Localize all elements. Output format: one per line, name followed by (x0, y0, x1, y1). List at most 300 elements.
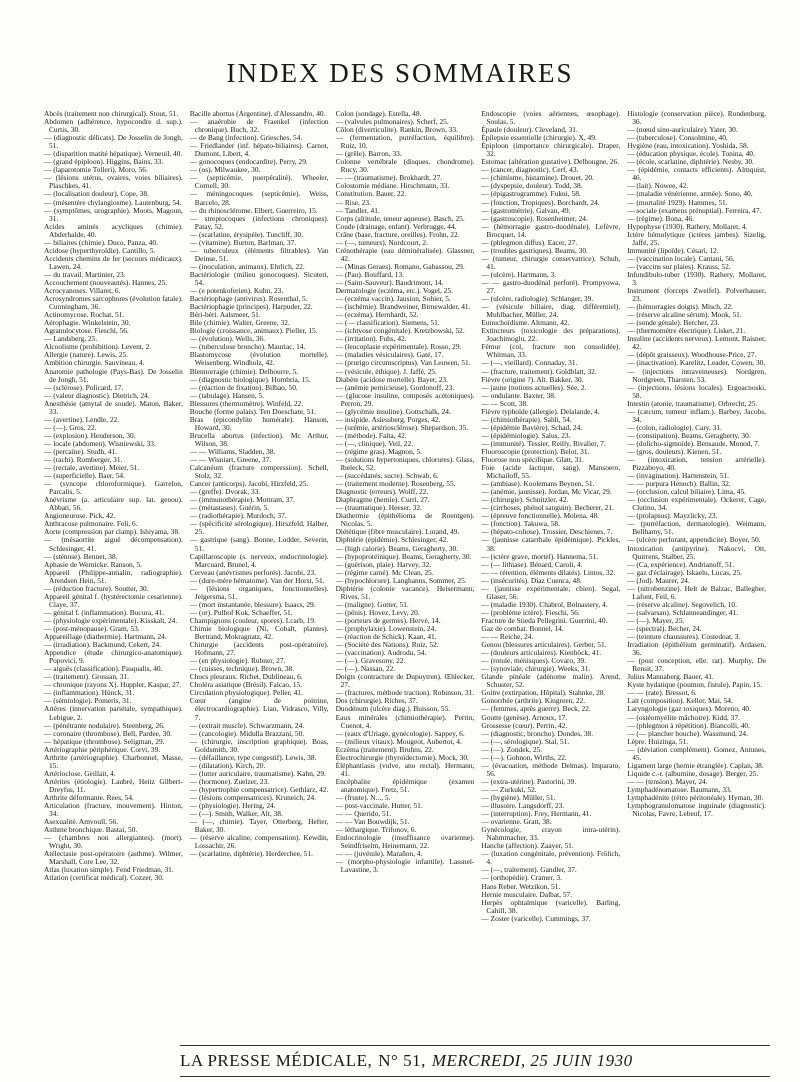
index-entry: — (gastrométrie). Galvan, 49. (481, 205, 571, 215)
index-entry: — (lésions utérus, ovaires, voies biliaires). Plaschkes, 41. (44, 173, 183, 191)
index-entry: Insuline (accidents nerveux). Lemont, Raisner, 42. (627, 334, 766, 352)
index-entry: Anesthésie (amytal de soude). Maton, Baker, 33. (44, 398, 183, 416)
index-entry: Chirurgie (accidents post-opératoire). Hofmann, 27. (189, 640, 329, 658)
index-entry: — (jaunisse catarrhale épidémique). Pickles, 38. (481, 535, 621, 553)
index-entry: — Tandler, 41. (335, 205, 380, 215)
page-footer (180, 1049, 770, 1073)
index-entry: — du rhinosclérome. Elbert, Guerreiro, 15. (189, 205, 318, 215)
index-entry: — (prolapsus). Mayzlicky, 23. (627, 511, 718, 521)
index-entry: Foie (acide lactique, sang). Mansoero, Michailoff, 55. (481, 463, 621, 481)
index-entry: Ligament large (hernie étranglée). Caplan, 38. (627, 760, 764, 770)
index-entry: — (épreuve fonctionnelle). Molena, 48. (481, 511, 599, 521)
index-entry: Lymphadénomatose. Baumann, 33. (627, 784, 732, 794)
index-entry: — (hémorragie gastro-duodénale). Lefèvre, Brocquet, 14. (481, 221, 621, 239)
index-entry: — (glycémie insuline). Gottschalk, 24. (335, 406, 451, 416)
index-entry: Immunité (lipoïde). Césari, 12. (627, 245, 719, 255)
index-entry: — (vaccins sur plaies). Krauss, 52. (627, 261, 731, 271)
index-entry: — hépatique (thrombose). Seligman, 29. (44, 736, 165, 746)
index-entry: Acrosyndromes sarcophores (évolution fatale). Cunningham, 36. (44, 294, 183, 312)
footer-rule-top (180, 1045, 770, 1046)
index-entry: — (vésicule, éthique). J. Jaffé, 25. (335, 366, 437, 376)
index-entry: Fluoroscopie (protection). Belot, 31. (481, 446, 590, 456)
index-entry: Aorte (compression par clamp). Ishiyama, 38. (44, 527, 180, 537)
index-entry: — (hépato-coliose). Trossier, Deschienes, 7. (481, 527, 613, 537)
index-entry: — (or). Pulhof Kok, Schaeffer, 51. (189, 607, 293, 617)
index-entry: — (traitement). Grossan, 31. (44, 672, 129, 682)
index-entry: — (jaunisse expérimentale, chien). Segal, Glaser, 56. (481, 583, 621, 601)
index-entry: — (réaction de fixation). Bilbao, 50. (189, 382, 298, 392)
index-entry: — (traitement moderne). Rosenberg, 55. (335, 479, 456, 489)
index-entry: Artères (innervation pariétale, sympathique). Lebigue, 2. (44, 704, 183, 722)
index-entry: Biologie (croissance, animaux). Pieller, 15. (189, 326, 318, 336)
index-entry: — (Saint-Sauveur). Baudrimont, 14. (335, 277, 444, 287)
index-entry: — (percaïne). Studh, 41. (44, 446, 118, 456)
index-entry: Aérophagie. Winkelstein, 30. (44, 318, 131, 328)
index-entry: Atlation (certificat médical). Cozzer, 30. (44, 873, 164, 883)
index-entry: — (orthopédie). Cramer, 3. (481, 873, 562, 883)
index-entry: — gastrique (sang). Bonne, Lodder, Severin, 51. (189, 535, 329, 553)
index-entry: — (—, chimie). Tayer, Otterberg, Hefter, Baker, 30. (189, 817, 329, 835)
index-entry: — (pénis). Hovez, Levy, 20. (335, 607, 420, 617)
index-entry: — — purpura Henoch). Ballin, 32. (627, 479, 731, 489)
index-entry: — (high calorie). Beams, Geragherty, 30. (335, 543, 459, 553)
index-entry: Ictère hémolytique (ictères jambes). Sizelig, Jaffé, 25. (627, 229, 766, 247)
index-entry: Intestin (atonie, traumatisme). Orbrecht, 25. (627, 398, 758, 408)
footer-rule-bottom (180, 1076, 770, 1077)
index-entry: — (milieux vitaux). Mougeot, Aubertot, 4. (335, 736, 462, 746)
index-entry: — de Bang (infection). Griesches, 54. (189, 133, 303, 143)
index-entry: — ovarienne. Gratt, 38. (481, 817, 552, 827)
index-entry: — (ambiase). Koolemans Beynen, 51. (481, 479, 595, 489)
index-entry: — (post conception, elle. rat). Murphy, De Rensit, 37. (627, 656, 766, 674)
index-entry: — (cancer, diagnostic). Cerf, 43. (481, 165, 579, 175)
index-entry: Aphasie de Wernicke. Ranson, 5. (44, 559, 142, 569)
index-entry: Acides aminés acycliques (chimie). Abderhalde, 40. (44, 221, 183, 239)
index-entry: — (interruption). Frey, Hermann, 41. (481, 809, 592, 819)
index-entry: — (putréfaction, dermatologie). Weimann, Bellhamy, 51. (627, 519, 766, 537)
index-entry: — (traumatique). Heeser, 32. (335, 503, 422, 513)
index-entry: — (intoxication, tension artérielle). Pizzaboyo, 40. (627, 455, 766, 473)
index-entry: Hernie musculaire. Dalbat, 57. (481, 889, 573, 899)
index-entry: Articulation (fracture, mouvement). Hinton, 34. (44, 801, 183, 819)
index-entry: — (solutions hypertoniques, chlorures). Glass, Ibeleck, 52. (335, 455, 475, 473)
index-entry: — (réserve alcaline). Segovelich, 10. (627, 599, 737, 609)
index-entry: — — Zurkuki, 52. (481, 784, 537, 794)
index-entry: Béri-béri. Aalsmeer, 51. (189, 310, 261, 320)
index-entry: Doigts (contracture de Dupuytren). Œhlecker, 27. (335, 672, 475, 690)
index-entry: — (laparotomie Tolleri). Moro, 56. (44, 165, 148, 175)
index-entry: — Rise, 23. (335, 197, 371, 207)
index-entry: — (extrait muscle). Schwarzmann, 24. (189, 720, 305, 730)
index-entry: — (grêle). Barron, 33. (335, 149, 402, 159)
index-entry: — — Van Bouwdijk, 51. (335, 817, 410, 827)
index-entry: — Friedlander (inf. hépato-biliaires). Carnot, Dumont, Libert, 4. (189, 141, 329, 159)
index-column-5 (627, 110, 766, 1042)
index-entry: — (évacuation, méthode Delmas). Imparato, 56. (481, 760, 621, 778)
index-entry: — (réduction fracture). Soutter, 30. (44, 583, 149, 593)
index-entry: Hanche (affection). Zaayer, 51. (481, 841, 574, 851)
index-entry: Artériographie périphérique. Corvi, 39. (44, 744, 161, 754)
index-entry: — (phlegmon diffus). Eacer, 27. (481, 237, 578, 247)
index-entry: Intoxication (antipyrine). Nakocvi, Ott, Quirrens, Stalber, 25. (627, 543, 766, 561)
index-entry: Gaz de combat. Bonnel, 14. (481, 624, 564, 633)
index-entry: — (irradiation). Backmund, Cekert, 24. (44, 640, 161, 650)
index-entry: — (dyspepsie, douleur). Todd, 38. (481, 181, 583, 191)
index-entry: — (symptômes, urographie). Moots, Magoun, 31. (44, 205, 183, 223)
index-entry: — (maladie vénérienne, armée). Sono, 40. (627, 189, 753, 199)
index-entry: Hypophyse (1930). Rathery, Mollaret, 4. (627, 221, 748, 231)
index-entry: — (école, scarlatine, diphtérie). Nesby, 30. (627, 157, 754, 167)
index-entry: Choléra asiatique (Brésil). Falcao, 15. (189, 680, 303, 690)
index-entry: — (teinture chaussures). Costedoat, 3. (627, 632, 741, 642)
index-entry: Colonne vertébrale (disques, chondrome). Rucy, 30. (335, 157, 475, 175)
index-entry: — (épidémiologie). Salus, 23. (481, 430, 571, 440)
index-entry: — (—). Smith, Walker, Alt, 38. (189, 809, 283, 819)
index-entry: Côlon (diverticulite). Rankin, Brown, 33. (335, 125, 458, 135)
index-entry: Lait (composition). Keller, Mai, 54. (627, 696, 733, 706)
index-entry: Bras (épicondylite humérale). Hanson, Howard, 30. (189, 414, 329, 432)
index-entry: — (chimiothérapie). Sahli, 54. (481, 414, 572, 424)
index-entry: — (anémie pernicieuse). Gordonoff, 23. (335, 382, 455, 392)
index-entry: Estomac (altération gustative). Delhougne, 26. (481, 157, 620, 167)
index-entry: — (sténose). Bennet, 38. (44, 551, 118, 561)
index-entry: Julius Mannaberg. Bauer, 41. (627, 672, 714, 682)
index-entry: Goitre (extirpation, Hôpital). Stahnke, 28. (481, 688, 606, 698)
index-entry: — — (traumatisme). Brokhardt, 27. (335, 173, 443, 183)
index-entry: Endocrinologie (insuffisance ovarienne). Seindfriselm, Heinemann, 22. (335, 833, 475, 851)
index-entry: — coronaire (thrombose). Bell, Pardee, 30. (44, 728, 172, 738)
index-entry: — (épidémie, contacts efficients). Almquist, 46. (627, 165, 766, 183)
index-entry: — — Wisniart, Greene, 37. (189, 455, 272, 465)
index-entry: Infundibulo-tuber (1930). Rathery, Mollaret, 3. (627, 269, 766, 287)
index-entry: Anthracose pulmonaire. Feli, 6. (44, 519, 138, 529)
index-entry: Irradiation (épithélium germinatif). Ardasen, 36. (627, 640, 766, 658)
index-entry: — (Société des Nations). Ruiz, 52. (335, 640, 439, 650)
index-entry: — (insécurités). Diaz Cuenca, 48. (481, 575, 582, 585)
index-entry: — (post-ménopause). Gram, 53. (44, 624, 140, 633)
index-entry: — (eczéma vaccin). Jausion, Sohier, 5. (335, 294, 451, 304)
index-entry: — (avertine). Lendle, 22. (44, 414, 120, 424)
index-entry: Éléphantiasis (vulve, ano rectal). Hermann, 41. (335, 760, 475, 778)
index-entry: — (irritation). Fuhs, 42. (335, 334, 407, 344)
index-entry: — (luxation congénitale, prévention). Frölich, 4. (481, 849, 621, 867)
index-entry: Lymphadénite (rétro péritonéale). Hyman, 30. (627, 792, 764, 802)
index-entry: — (chambres non allergiantes). (mort). Wright, 30. (44, 833, 183, 851)
index-entry: — (dure-mère hématome). Van der Horst, 51. (189, 575, 325, 585)
index-entry: Épiploon (importance chirurgicale). Draper, 32. (481, 141, 621, 159)
index-entry: — (ictère grave, mortel). Hannema, 51. (481, 551, 599, 561)
index-entry: — (diagnostic, broncho). Dondes, 38. (481, 728, 594, 738)
index-entry: — post-vaccinale. Hutter, 51. (335, 801, 423, 811)
index-entry: — (anémie, jaunisse). Jordan, Mc Vicar, 29. (481, 487, 612, 497)
index-entry: — (hypoprotéinique). Beams, Geragherty, 30. (335, 551, 472, 561)
index-entry: Fracture de Stieda Pellegrini. Guerrini, 40. (481, 615, 608, 625)
index-entry: Constitution. Bauer, 22. (335, 189, 407, 199)
index-entry: — (physiologie expérimentale). Kisskalt, 24. (44, 615, 178, 625)
index-entry: Hygiène (eau, intoxication). Yoshida, 58. (627, 141, 749, 151)
index-entry: — — Scott, 38. (481, 398, 528, 408)
footer-issue: N° 51, (378, 1051, 426, 1070)
index-entry: Fièvre typhoïde (allergie). Delalande, 4. (481, 406, 600, 416)
index-entry: Appendice (étude chirurgico-anatomique). Popovici, 9. (44, 648, 183, 666)
index-entry: — streptocoques (infections chroniques). Patay, 52. (189, 213, 329, 231)
index-entry: — (réaction de Schick). Kaan, 41. (335, 632, 437, 642)
index-entry: — (—). Nassau, 22. (335, 664, 396, 674)
index-entry: — (vitamine). Burton, Barlman, 37. (189, 237, 297, 247)
index-entry: — (syncope chloroformique). Garrelon, Parcalis, 5. (44, 479, 183, 497)
index-entry: — (rachi). Romberger, 31. (44, 455, 123, 465)
index-entry: — (inflammation). Hünck, 31. (44, 688, 135, 698)
index-entry: — (Ca, expérience). Andrianoff, 51. (627, 559, 735, 569)
footer-journal: LA PRESSE MÉDICALE, (180, 1051, 373, 1070)
index-entry: — insipide. Aslessberg, Porges, 42. (335, 414, 441, 424)
index-entry: — (—, tumeurs). Nordcourt, 2. (335, 237, 428, 247)
index-entry: — (fruste). N..., 5. (335, 792, 391, 802)
index-entry: — (mortalité 1929). Hammes, 51. (627, 197, 728, 207)
index-entry: — Landsberg, 25. (44, 334, 98, 344)
index-entry: — (—). Gravesony, 22. (335, 656, 406, 666)
index-entry: Artérioclose. Geillait, 4. (44, 768, 116, 778)
index-entry: Lèpre. Huizinga, 51. (627, 736, 689, 746)
index-entry: Diabète (acidose mortelle). Bayer, 23. (335, 374, 448, 384)
index-entry: — anaérobie de Fraenkel (infection chronique). Buch, 32. (189, 117, 329, 135)
index-entry: — (os). Milwaukee, 30. (189, 165, 261, 175)
index-entry: Anatomie pathologie (Pays-Bas). De Josselin de Jongh, 51. (44, 366, 183, 384)
index-entry: — gonocoques (endocardite). Perry, 29. (189, 157, 308, 167)
index-entry: Brucella abortus (infection). Mc Arthur, Wilson, 38. (189, 430, 329, 448)
index-entry: Appareillage (diathermie). Hartmann, 24. (44, 632, 167, 642)
index-entry: — (extra-utérine). Pastorini, 39. (481, 776, 577, 786)
index-entry: — (cirrhoses, phénol sanguin). Becherer, 21. (481, 503, 614, 513)
index-entry: Instrument (forceps Zweifel). Polverhauser, 23. (627, 286, 766, 304)
index-column-3 (336, 110, 475, 1042)
index-entry: — (tabulage). Hansen, 5. (189, 390, 265, 400)
index-entry: Bacille abortus (Argentine). d'Alessandro, 40. (189, 110, 326, 118)
index-entry: — (gros, douleurs). Kienen, 51. (627, 446, 722, 456)
index-entry: — chronique (rayons X). Huppler, Kaspar, 27. (44, 680, 182, 690)
index-entry: Actinomycose. Rochat, 51. (44, 310, 125, 320)
index-entry: — (réserve alcaline, compensation). Kewdin, Lossachir, 26. (189, 833, 329, 851)
index-entry: Bactériologie (milieu gonocoques). Sicuteri, 54. (189, 269, 329, 287)
index-entry: — (déviation complément). Gomez, Antunes, 45. (627, 744, 766, 762)
index-entry: — (porteurs de germes). Hervé, 14. (335, 615, 441, 625)
index-entry: — (valvules pulmonaires). Scherf, 25. (335, 117, 449, 127)
index-entry: Cerveau (anévrismes perforés). Jacobi, 23. (189, 567, 317, 577)
index-entry: Glande pinéale (adénome malin). Arend, Schuster, 52. (481, 672, 621, 690)
index-entry: Circulation physiologique). Peller, 41. (189, 688, 303, 698)
index-entry: — (greffe). Dvorak, 33. (189, 487, 261, 497)
index-entry: Acidose (hyperthyroïdie). Cantillo, 5. (44, 245, 156, 255)
index-entry: Eczéma (traitement). Bruhns, 22. (335, 744, 434, 754)
index-entry: Atélectasie post-opératoire (asthme). Wilmer, Marshall, Core Lee, 32. (44, 849, 183, 867)
index-entry: — (phlegmon à répétition). Biancolli, 40. (627, 720, 750, 730)
index-entry: — (vésicule biliaire, diag. différentiel). Muhlbacher, Müller, 24. (481, 302, 621, 320)
index-entry: — — Querido, 51. (335, 809, 392, 819)
index-entry: — (diagnostic biologique). Hombria, 15. (189, 374, 311, 384)
index-entry: — jaune (notions actuelles). Sée, 2. (481, 382, 587, 392)
index-entry: — (prophylaxie). Lowenstein, 24. (335, 624, 437, 633)
index-entry: — (—, sérologique). Stal, 51. (481, 736, 570, 746)
index-entry: — (fonction, Tropiques). Borchardt, 24. (481, 197, 600, 207)
index-entry: Diphtérie (épidémie). Schlesinger, 42. (335, 535, 449, 545)
index-entry: — (éducation physique, école). Tonina, 40. (627, 149, 755, 159)
index-entry: — (sonde génale). Bercher, 23. (627, 318, 720, 328)
index-entry: — (mésaortite aiguë décompensation). Schlesinger, 41. (44, 535, 183, 553)
index-entry: — (lésions compensatrices). Kruneich, 24. (189, 792, 317, 802)
index-entry: — (nitrobenzine). Helt de Balzac, Ballegher, Lafont, Feil, 6. (627, 583, 766, 601)
index-entry: — (leucoplasie expérimentale). Rosso, 29. (335, 342, 462, 352)
index-entry: Bactériophagie (principes). Harpuder, 22. (189, 302, 313, 312)
index-entry: — du travail. Martinier, 23. (44, 269, 126, 279)
index-entry: — (défaillance, type congestif). Lewis, 38. (189, 752, 317, 762)
index-entry: Corps (altitude, teneur aqueuse). Basch, 25. (335, 213, 465, 223)
index-entry: — — (tension). Mayer, 24. (627, 776, 708, 786)
index-entry: — méningocoques (septicémie). Weiss, Barcelo, 28. (189, 189, 329, 207)
index-entry: Cancer (anticorps). Jacobi, Hirzfeld, 25. (189, 479, 309, 489)
index-entry: Arthrite (artériographie). Charbonnel, Masse, 15. (44, 752, 183, 770)
index-entry: Eaux minérales (chimiothérapie). Perrin, Cuenot, 4. (335, 712, 475, 730)
index-entry: Appareil génital f. (hystérectomie cesarienne). Claye, 37. (44, 591, 183, 609)
index-entry: Chimie biologique (Ni, Cobalt, plantes). Bertrand, Mokragnatz, 42. (189, 624, 329, 642)
index-entry: — (fracture, traitement). Goldblatt, 32. (481, 366, 597, 376)
index-entry: Extincteurs (toxicologie des préparations). Joachimoglu, 22. (481, 326, 621, 344)
index-entry: — (évolution). Wells, 36. (189, 334, 266, 344)
index-entry: — (vaccination). Audrodu, 54. (335, 648, 427, 658)
index-entry: — (ulcère, radiologie). Schlanger, 39. (481, 294, 594, 304)
index-entry: — (gastroscopie). Rosenheimer, 24. (481, 213, 588, 223)
index-entry: Eunuchoïdisme. Altmann, 42. (481, 318, 570, 328)
index-entry: — (régime gras). Magnon, 5. (335, 446, 423, 456)
index-entry: Dos (chirurgie). Riches, 37. (335, 696, 418, 706)
index-entry: — (dolicho-sigmoïde). Bensaude, Monod, 7. (627, 438, 760, 448)
index-entry: — (mésentère chylangiosme). Lautenburg, 54. (44, 197, 182, 207)
index-entry: — (— lithiase). Bénard, Caroli, 4. (481, 559, 583, 569)
index-entry: — (injections, lésions locales). Ergoacnoski, 58. (627, 382, 766, 400)
index-entry: — illusoire. Langsdorff, 23. (481, 801, 565, 811)
index-entry: Calcanéum (fracture compression). Schell, Stolz, 32. (189, 463, 329, 481)
index-entry: — (— classification). Siemens, 51. (335, 318, 440, 328)
index-entry: — (injections intraveineuses). Nordgren, Nordgreen, Tharsten, 53. (627, 366, 766, 384)
index-column-2 (190, 110, 329, 1042)
index-entry: Cœur (angine de poitrine, électrocardiographie). Lian, Vidrasco, Villy, 7. (189, 696, 329, 722)
index-entry: Accidents chemins de fer (secours médicaux). Lawen, 24. (44, 253, 183, 271)
index-entry: — (lésions organiques, fonctionnelles). Jelgersma, 51. (189, 583, 329, 601)
index-entry: Arthrite déformante. Rees, 54. (44, 792, 134, 802)
index-entry: Ambition chirurgie. Sauvineau, 4. (44, 358, 145, 368)
index-entry: Bouche (forme palais). Ten Doeschate, 51. (189, 406, 316, 416)
index-entry: — (ulcère). Hartmann, 3. (481, 269, 557, 279)
index-entry: — (guérison, plaie). Harvey, 32. (335, 559, 432, 569)
index-entry: — (rectale, avertine). Meier, 51. (44, 463, 140, 473)
index-entry: — (mort instantanée, blessure). Isaacs, 29. (189, 599, 316, 609)
index-entry: Blastomycose (évolution mortelle). Weisenberg, Windholz, 42. (189, 350, 329, 368)
index-entry: — (grand épiploon). Higgins, Bains, 33. (44, 157, 164, 167)
index-entry: — (physiologie). Hering, 24. (189, 801, 276, 811)
index-entry: — (synoviale, chirurgie). Weeks, 31. (481, 664, 591, 674)
index-entry: Capillaroscopie (s. nerveux, endocrinologie). Marcuard, Brunel, 4. (189, 551, 329, 569)
index-entry: — (maligne). Gotter, 51. (335, 599, 409, 609)
index-entry: — (cuisses, technique). Brown, 38. (189, 664, 295, 674)
index-entry: — (cancologie). Midulla Brazzani, 50. (189, 728, 305, 738)
index-entry: — (spectral). Becher, 24. (627, 624, 702, 633)
index-entry: — (explosion). Henderson, 30. (44, 430, 136, 440)
index-entry: — (—). Mayer, 25. (627, 615, 685, 625)
index-entry: — (disparition matité hépatique). Verneuil, 40. (44, 149, 183, 159)
index-entry: Épilepsie essentielle (chirurgie). X, 49. (481, 133, 597, 143)
index-entry: — (nœud sino-auriculaire). Yater, 30. (627, 125, 738, 135)
index-entry: — locale (abdomen). Wisniewski, 33. (44, 438, 156, 448)
index-entry: — sociale (examens prénuptial). Ferreira, 47. (627, 205, 762, 215)
index-entry: — — (juvénile). Marañon, 4. (335, 849, 423, 859)
index-entry: — (métastases). Guérin, 5. (189, 503, 270, 513)
index-entry: Crénothérapie (eau déminéralisée). Glassner, 42. (335, 245, 475, 263)
index-entry: Histologie (conservation pièce). Rondenburg, 36. (627, 110, 766, 127)
index-entry: — (méthode). Falta, 42. (335, 430, 407, 440)
index-entry: Gonorrhée (arthrite). Kingreen, 22. (481, 696, 586, 706)
index-entry: — (épidémie Bavière). Schad, 24. (481, 422, 583, 432)
index-entry: Lymphogranulomatose inguinale (diagnostic). Nicolas, Favre, Lebeuf, 17. (627, 801, 766, 819)
index-entry: — (constipation). Beams, Geragherty, 30. (627, 430, 751, 440)
index-entry: — (fermentation, putréfaction, équilibre). Ruiz, 10. (335, 133, 475, 151)
index-entry: — (immunothérapie). Mottram, 37. (189, 495, 295, 505)
index-entry: — (régime carné). Mc Clean, 25. (335, 567, 434, 577)
index-entry: — (immunité). Tessier, Reilly, Rivalier, 7. (481, 438, 606, 448)
index-entry: Angioneurose. Pick, 42. (44, 511, 116, 521)
index-entry: — (—, vieillard). Connaday, 31. (481, 358, 578, 368)
index-entry: — (chirurgie). Schnitzler, 42. (481, 495, 569, 505)
index-entry: — (—, clinique). Veil, 22. (335, 438, 414, 448)
index-entry: Grossesse (cœur). Perrin, 42. (481, 720, 568, 730)
index-entry: — — rétention, éléments dilatés). Lintos, 32. (481, 567, 616, 577)
index-entry: Diagnostic (erreurs). Wolff, 22. (335, 487, 429, 497)
index-entry: — (dilatation). Kirch, 20. (189, 760, 266, 770)
index-column-4 (481, 110, 620, 1042)
index-entry: — (succédanés, sucre). Schwab, 6. (335, 471, 439, 481)
index-entry: Goutte (genèse). Arnoux, 17. (481, 712, 568, 722)
index-entry: — (troubles gastriques). Beams, 30. (481, 245, 588, 255)
index-entry: — (glucose insuline, composés acétoniques). Perron, 29. (335, 390, 475, 408)
index-entry: Fémur (col, fracture non consolidée). Whitman, 33. (481, 342, 621, 360)
index-entry: Anévrisme (a. articulaire sup. lat. genou). Abbati, 56. (44, 495, 183, 513)
index-entry: — (occlusion expérimentale). Ockerer, Cage, Clutino, 34. (627, 495, 766, 513)
index-entry: Chocs pleuraux. Richet, Dublineau, 6. (189, 672, 303, 682)
index-entry: — (hygiène). Müller, 51. (481, 792, 556, 802)
index-entry: — (tuberculose). Consolmine, 40. (627, 133, 728, 143)
index-entry: Acrocyanoses. Villaret, 6. (44, 286, 121, 296)
index-entry: — (pénétrante nodulaire). Steenberg, 26. (44, 720, 165, 730)
index-entry: — (hypochlorure). Langhanns, Sommer, 25. (335, 575, 467, 585)
index-entry: — (spécificité sérologique). Hirszfeld, Halber, 25. (189, 519, 329, 537)
index-entry: — (maladies vésiculaires). Gaté, 17. (335, 350, 444, 360)
index-entry: — (maladie 1930). Chabrol, Bolnastery, 4. (481, 599, 608, 609)
index-entry: Fièvre (origine ?). Alt. Bakker, 30. (481, 374, 584, 384)
index-entry: — (lait). Nowee, 42. (627, 181, 689, 191)
index-entry: — (—). Gros, 22. (44, 422, 97, 432)
index-column-1 (44, 110, 183, 1042)
index-entry: — (rotule, ménisques). Covaro, 39. (481, 656, 587, 666)
index-entry: — (douleurs articulaires). Kienböck, 41. (481, 648, 602, 658)
index-entry: — (thermomètre électrique). Lisket, 21. (627, 326, 746, 336)
index-entry: Dermatologie (eczéma, etc.). Vogel, 25. (335, 286, 453, 296)
index-entry: — (hypertrophie compensatrice). Gethlarz, 42. (189, 784, 329, 794)
index-entry: — (régime). Bona, 46. (627, 213, 695, 223)
index-entry: Liquide c.-r. (albumine, dosage). Berger, 25. (627, 768, 759, 778)
index-entry: — (réserve alcaline sérum). Mook, 51. (627, 310, 742, 320)
index-entry: — — Reiche, 24. (481, 632, 534, 642)
index-entry: — (scarlatine, diphtérie). Herderchee, 51. (189, 849, 313, 859)
index-entry: — (ischémie). Brandweiner, Birnewalder, 41. (335, 302, 471, 312)
index-entry: Laryngologie (gaz toxiques). Moreno, 40. (627, 704, 751, 714)
